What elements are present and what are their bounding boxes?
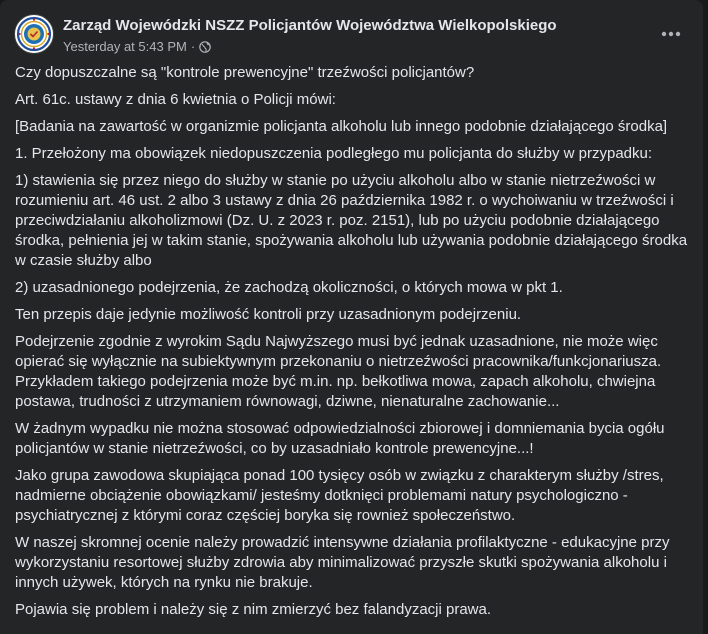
post-paragraph: Jako grupa zawodowa skupiająca ponad 100 tysięcy osób w związku z charakterym służby /stres, nadmierne obciążenie obowiązkami/ jesteśmy dotknięci problemami natury psychologiczno - psychiatrycznej z którymi coraz częściej boryka się rownież społeczeństwo. <box>15 467 664 524</box>
post-paragraph: 2) uzasadnionego podejrzenia, że zachodzą okoliczności, o których mowa w pkt 1. <box>15 279 563 296</box>
page-name-link[interactable]: Zarząd Wojewódzki NSZZ Policjantów Województwa Wielkopolskiego <box>63 17 557 34</box>
meta-separator: · <box>190 39 196 54</box>
post-paragraph: W naszej skromnej ocenie należy prowadzić intensywne działania profilaktyczne - edukacyjne przy wykorzystaniu resortowej służby zdrowia aby minimalizować przyszłe skutki spożywania alkoholu i innych używek, których na rynku nie brakuje. <box>15 534 670 591</box>
page-avatar[interactable] <box>14 14 54 54</box>
post-paragraph: Art. 61c. ustawy z dnia 6 kwietnia o Policji mówi: <box>15 91 336 108</box>
post-paragraph: W żadnym wypadku nie można stosować odpowiedzialności zbiorowej i domniemania bycia ogółu policjantów w stanie nietrzeźwości, co by uzasadniało kontrole prewencyjne...! <box>15 420 665 457</box>
post-timestamp-link[interactable]: Yesterday at 5:43 PM <box>63 39 187 54</box>
post-paragraph: Podejrzenie zgodnie z wyrokim Sądu Najwyższego musi być jednak uzasadnione, nie może więc opierać się wyłącznie na subiektywnym przekonaniu o nietrzeźwości pracownika/funkcjonariusza. Przykładem takiego podejrzenia może być m.in. np. bełkotliwa mowa, zapach alkoholu, chwiejna postawa, trudności z utrzymaniem równowagi, dziwne, nienaturalne zachowanie... <box>15 333 662 410</box>
union-logo-icon <box>15 15 53 53</box>
post-paragraph: [Badania na zawartość w organizmie policjanta alkoholu lub innego podobnie działającego środka] <box>15 118 668 135</box>
globe-icon[interactable] <box>199 41 211 53</box>
post-paragraph: 1) stawienia się przez niego do służby w stanie po użyciu alkoholu albo w stanie nietrzeźwości w rozumieniu art. 46 ust. 2 albo 3 ustawy z dnia 26 października 1982 r. o wychoiwaniu w trzeźwości i przeciwdziałaniu alkoholizmowi (Dz. U. z 2023 r. poz. 2151), lub po użyciu podobnie działającego środka, pełnienia jej w takim stanie, spożywania alkoholu lub używania podobnie działającego środka w czasie służby albo <box>15 172 688 269</box>
more-options-icon <box>661 31 681 37</box>
post-body <box>15 63 690 627</box>
post-paragraph: Ten przepis daje jedynie możliwość kontroli przy uzasadnionym podejrzeniu. <box>15 306 522 323</box>
post-paragraph: Pojawia się problem i należy się z nim zmierzyć bez falandyzacji prawa. <box>15 601 492 618</box>
post-meta <box>63 39 211 54</box>
post-paragraph: 1. Przełożony ma obowiązek niedopuszczenia podległego mu policjanta do służby w przypadku: <box>15 145 653 162</box>
post-paragraph: Czy dopuszczalne są "kontrole prewencyjne" trzeźwości policjantów? <box>15 64 475 81</box>
post-header <box>14 14 689 58</box>
more-options-button[interactable] <box>653 16 689 52</box>
